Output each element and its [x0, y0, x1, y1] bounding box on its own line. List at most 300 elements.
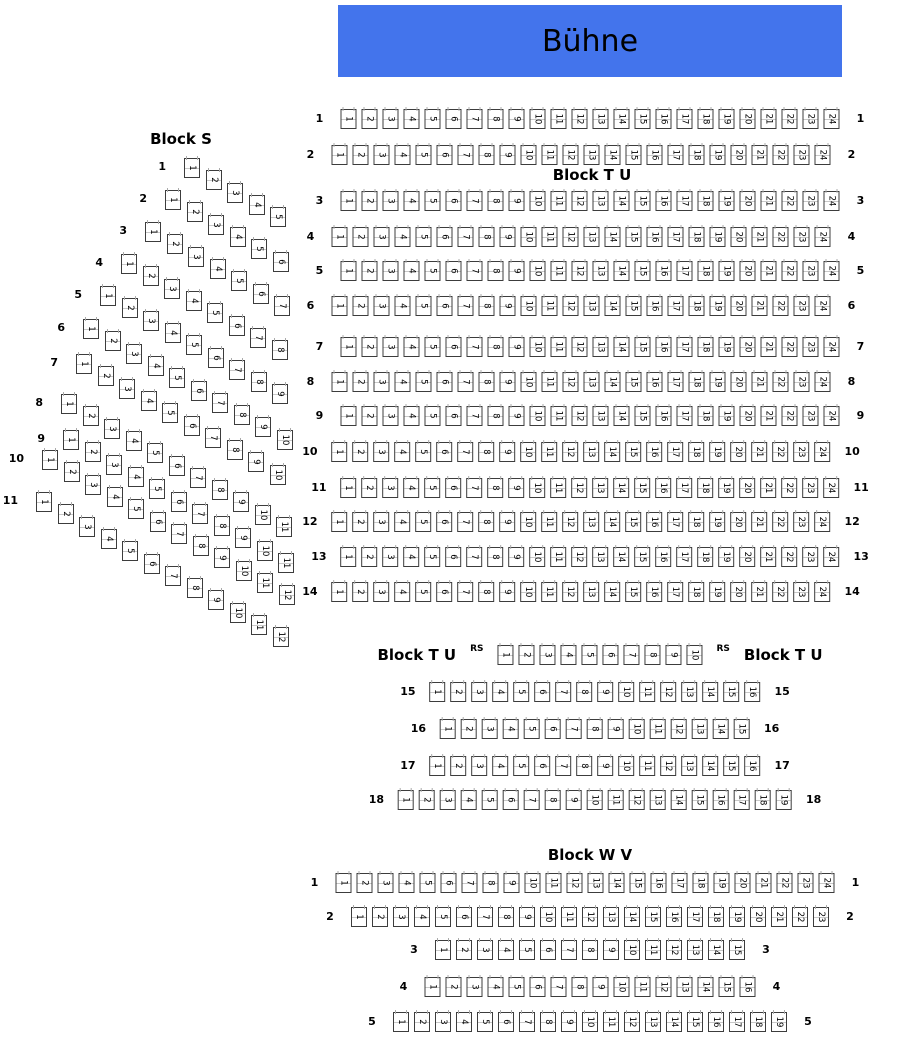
seat[interactable]: [227, 183, 243, 203]
seat[interactable]: [626, 145, 642, 165]
seat[interactable]: [745, 756, 761, 776]
seat[interactable]: [273, 252, 289, 272]
seat[interactable]: [493, 682, 509, 702]
seat[interactable]: [230, 227, 246, 247]
seat[interactable]: [479, 512, 495, 532]
seat[interactable]: [187, 578, 203, 598]
seat[interactable]: [677, 109, 693, 129]
seat[interactable]: [803, 191, 819, 211]
seat[interactable]: [782, 478, 798, 498]
seat[interactable]: [710, 145, 726, 165]
seat[interactable]: [530, 261, 546, 281]
seat[interactable]: [647, 372, 663, 392]
seat[interactable]: [509, 109, 525, 129]
seat[interactable]: [731, 372, 747, 392]
seat[interactable]: [374, 512, 390, 532]
seat[interactable]: [521, 227, 537, 247]
seat[interactable]: [479, 145, 495, 165]
seat[interactable]: [279, 585, 295, 605]
seat[interactable]: [755, 790, 771, 810]
seat[interactable]: [587, 790, 603, 810]
seat[interactable]: [514, 682, 530, 702]
seat[interactable]: [645, 940, 661, 960]
seat[interactable]: [603, 907, 619, 927]
seat[interactable]: [509, 547, 525, 567]
seat[interactable]: [105, 331, 121, 351]
seat[interactable]: [677, 261, 693, 281]
seat[interactable]: [603, 940, 619, 960]
seat[interactable]: [824, 478, 840, 498]
seat[interactable]: [635, 406, 651, 426]
seat[interactable]: [530, 547, 546, 567]
seat[interactable]: [192, 504, 208, 524]
seat[interactable]: [479, 227, 495, 247]
seat[interactable]: [336, 873, 352, 893]
seat[interactable]: [383, 191, 399, 211]
seat[interactable]: [724, 682, 740, 702]
seat[interactable]: [467, 977, 483, 997]
seat[interactable]: [803, 547, 819, 567]
seat[interactable]: [229, 360, 245, 380]
seat[interactable]: [824, 109, 840, 129]
seat[interactable]: [551, 977, 567, 997]
seat[interactable]: [332, 227, 348, 247]
seat[interactable]: [63, 430, 79, 450]
seat[interactable]: [383, 547, 399, 567]
seat[interactable]: [689, 442, 705, 462]
seat[interactable]: [498, 907, 514, 927]
seat[interactable]: [815, 296, 831, 316]
seat[interactable]: [277, 430, 293, 450]
seat[interactable]: [467, 109, 483, 129]
seat[interactable]: [404, 109, 420, 129]
seat[interactable]: [584, 227, 600, 247]
seat[interactable]: [703, 756, 719, 776]
seat[interactable]: [383, 478, 399, 498]
seat[interactable]: [731, 145, 747, 165]
seat[interactable]: [656, 109, 672, 129]
seat[interactable]: [164, 279, 180, 299]
seat[interactable]: [458, 145, 474, 165]
seat[interactable]: [668, 582, 684, 602]
seat[interactable]: [61, 394, 77, 414]
seat[interactable]: [815, 145, 831, 165]
seat[interactable]: [563, 145, 579, 165]
seat[interactable]: [635, 547, 651, 567]
seat[interactable]: [530, 977, 546, 997]
seat[interactable]: [608, 719, 624, 739]
seat[interactable]: [710, 442, 726, 462]
seat[interactable]: [488, 191, 504, 211]
seat[interactable]: [752, 227, 768, 247]
seat[interactable]: [149, 479, 165, 499]
seat[interactable]: [719, 406, 735, 426]
seat[interactable]: [692, 719, 708, 739]
seat[interactable]: [530, 109, 546, 129]
seat[interactable]: [398, 790, 414, 810]
seat[interactable]: [698, 191, 714, 211]
seat[interactable]: [147, 443, 163, 463]
seat[interactable]: [582, 645, 598, 665]
seat[interactable]: [677, 191, 693, 211]
seat[interactable]: [605, 145, 621, 165]
seat[interactable]: [677, 337, 693, 357]
seat[interactable]: [414, 1012, 430, 1032]
seat[interactable]: [126, 344, 142, 364]
seat[interactable]: [378, 873, 394, 893]
seat[interactable]: [521, 582, 537, 602]
seat[interactable]: [229, 316, 245, 336]
seat[interactable]: [735, 873, 751, 893]
seat[interactable]: [126, 431, 142, 451]
seat[interactable]: [488, 261, 504, 281]
seat[interactable]: [614, 337, 630, 357]
seat[interactable]: [731, 227, 747, 247]
seat[interactable]: [729, 1012, 745, 1032]
seat[interactable]: [374, 145, 390, 165]
seat[interactable]: [257, 573, 273, 593]
seat[interactable]: [425, 261, 441, 281]
seat[interactable]: [593, 191, 609, 211]
seat[interactable]: [332, 512, 348, 532]
seat[interactable]: [395, 145, 411, 165]
seat[interactable]: [794, 582, 810, 602]
seat[interactable]: [773, 442, 789, 462]
seat[interactable]: [530, 406, 546, 426]
seat[interactable]: [656, 337, 672, 357]
seat[interactable]: [191, 381, 207, 401]
seat[interactable]: [740, 191, 756, 211]
seat[interactable]: [546, 873, 562, 893]
seat[interactable]: [593, 547, 609, 567]
seat[interactable]: [773, 145, 789, 165]
seat[interactable]: [332, 372, 348, 392]
seat[interactable]: [451, 682, 467, 702]
seat[interactable]: [416, 442, 432, 462]
seat[interactable]: [624, 1012, 640, 1032]
seat[interactable]: [498, 940, 514, 960]
seat[interactable]: [605, 512, 621, 532]
seat[interactable]: [144, 554, 160, 574]
seat[interactable]: [614, 478, 630, 498]
seat[interactable]: [393, 907, 409, 927]
seat[interactable]: [593, 261, 609, 281]
seat[interactable]: [530, 478, 546, 498]
seat[interactable]: [255, 505, 271, 525]
seat[interactable]: [85, 442, 101, 462]
seat[interactable]: [624, 645, 640, 665]
seat[interactable]: [235, 528, 251, 548]
seat[interactable]: [572, 261, 588, 281]
seat[interactable]: [143, 311, 159, 331]
seat[interactable]: [687, 645, 703, 665]
seat[interactable]: [745, 682, 761, 702]
seat[interactable]: [509, 261, 525, 281]
seat[interactable]: [500, 512, 516, 532]
seat[interactable]: [530, 191, 546, 211]
seat[interactable]: [698, 547, 714, 567]
seat[interactable]: [540, 940, 556, 960]
seat[interactable]: [719, 547, 735, 567]
seat[interactable]: [731, 296, 747, 316]
seat[interactable]: [498, 1012, 514, 1032]
seat[interactable]: [708, 940, 724, 960]
seat[interactable]: [503, 719, 519, 739]
seat[interactable]: [582, 1012, 598, 1032]
seat[interactable]: [572, 109, 588, 129]
seat[interactable]: [824, 337, 840, 357]
seat[interactable]: [563, 512, 579, 532]
seat[interactable]: [351, 907, 367, 927]
seat[interactable]: [782, 191, 798, 211]
seat[interactable]: [479, 582, 495, 602]
seat[interactable]: [561, 907, 577, 927]
seat[interactable]: [677, 977, 693, 997]
seat[interactable]: [731, 512, 747, 532]
seat[interactable]: [437, 442, 453, 462]
seat[interactable]: [230, 603, 246, 623]
seat[interactable]: [661, 682, 677, 702]
seat[interactable]: [584, 145, 600, 165]
seat[interactable]: [472, 756, 488, 776]
seat[interactable]: [521, 145, 537, 165]
seat[interactable]: [651, 873, 667, 893]
seat[interactable]: [472, 682, 488, 702]
seat[interactable]: [446, 547, 462, 567]
seat[interactable]: [535, 682, 551, 702]
seat[interactable]: [614, 547, 630, 567]
seat[interactable]: [420, 873, 436, 893]
seat[interactable]: [773, 296, 789, 316]
seat[interactable]: [456, 907, 472, 927]
seat[interactable]: [614, 109, 630, 129]
seat[interactable]: [270, 207, 286, 227]
seat[interactable]: [227, 440, 243, 460]
seat[interactable]: [593, 109, 609, 129]
seat[interactable]: [248, 452, 264, 472]
seat[interactable]: [635, 478, 651, 498]
seat[interactable]: [584, 442, 600, 462]
seat[interactable]: [666, 940, 682, 960]
seat[interactable]: [824, 547, 840, 567]
seat[interactable]: [437, 582, 453, 602]
seat[interactable]: [193, 536, 209, 556]
seat[interactable]: [500, 442, 516, 462]
seat[interactable]: [332, 296, 348, 316]
seat[interactable]: [619, 756, 635, 776]
seat[interactable]: [593, 977, 609, 997]
seat[interactable]: [671, 719, 687, 739]
seat[interactable]: [446, 337, 462, 357]
seat[interactable]: [773, 582, 789, 602]
seat[interactable]: [500, 582, 516, 602]
seat[interactable]: [761, 191, 777, 211]
seat[interactable]: [395, 582, 411, 602]
seat[interactable]: [577, 756, 593, 776]
seat[interactable]: [750, 907, 766, 927]
seat[interactable]: [563, 442, 579, 462]
seat[interactable]: [647, 296, 663, 316]
seat[interactable]: [776, 790, 792, 810]
seat[interactable]: [493, 756, 509, 776]
seat[interactable]: [404, 547, 420, 567]
seat[interactable]: [794, 512, 810, 532]
seat[interactable]: [647, 582, 663, 602]
seat[interactable]: [430, 756, 446, 776]
seat[interactable]: [551, 406, 567, 426]
seat[interactable]: [824, 191, 840, 211]
seat[interactable]: [362, 337, 378, 357]
seat[interactable]: [353, 512, 369, 532]
seat[interactable]: [341, 406, 357, 426]
seat[interactable]: [556, 682, 572, 702]
seat[interactable]: [458, 372, 474, 392]
seat[interactable]: [740, 337, 756, 357]
seat[interactable]: [584, 512, 600, 532]
seat[interactable]: [572, 406, 588, 426]
seat[interactable]: [647, 442, 663, 462]
seat[interactable]: [419, 790, 435, 810]
seat[interactable]: [782, 406, 798, 426]
seat[interactable]: [614, 406, 630, 426]
seat[interactable]: [566, 790, 582, 810]
seat[interactable]: [234, 405, 250, 425]
seat[interactable]: [467, 547, 483, 567]
seat[interactable]: [698, 406, 714, 426]
seat[interactable]: [165, 323, 181, 343]
seat[interactable]: [666, 907, 682, 927]
seat[interactable]: [626, 512, 642, 532]
seat[interactable]: [509, 478, 525, 498]
seat[interactable]: [458, 296, 474, 316]
seat[interactable]: [713, 719, 729, 739]
seat[interactable]: [107, 487, 123, 507]
seat[interactable]: [101, 529, 117, 549]
seat[interactable]: [425, 547, 441, 567]
seat[interactable]: [635, 977, 651, 997]
seat[interactable]: [171, 492, 187, 512]
seat[interactable]: [710, 512, 726, 532]
seat[interactable]: [603, 1012, 619, 1032]
seat[interactable]: [416, 512, 432, 532]
seat[interactable]: [456, 1012, 472, 1032]
seat[interactable]: [206, 170, 222, 190]
seat[interactable]: [362, 109, 378, 129]
seat[interactable]: [383, 337, 399, 357]
seat[interactable]: [668, 442, 684, 462]
seat[interactable]: [106, 455, 122, 475]
seat[interactable]: [374, 296, 390, 316]
seat[interactable]: [332, 145, 348, 165]
seat[interactable]: [677, 547, 693, 567]
seat[interactable]: [362, 406, 378, 426]
seat[interactable]: [251, 372, 267, 392]
seat[interactable]: [521, 296, 537, 316]
seat[interactable]: [724, 756, 740, 776]
seat[interactable]: [668, 145, 684, 165]
seat[interactable]: [462, 873, 478, 893]
seat[interactable]: [440, 790, 456, 810]
seat[interactable]: [719, 109, 735, 129]
seat[interactable]: [395, 372, 411, 392]
seat[interactable]: [425, 977, 441, 997]
seat[interactable]: [609, 873, 625, 893]
seat[interactable]: [255, 417, 271, 437]
seat[interactable]: [551, 337, 567, 357]
seat[interactable]: [815, 582, 831, 602]
seat[interactable]: [208, 590, 224, 610]
seat[interactable]: [593, 337, 609, 357]
seat[interactable]: [750, 1012, 766, 1032]
seat[interactable]: [614, 191, 630, 211]
seat[interactable]: [461, 790, 477, 810]
seat[interactable]: [798, 873, 814, 893]
seat[interactable]: [122, 298, 138, 318]
seat[interactable]: [656, 406, 672, 426]
seat[interactable]: [332, 582, 348, 602]
seat[interactable]: [761, 261, 777, 281]
seat[interactable]: [374, 372, 390, 392]
seat[interactable]: [467, 191, 483, 211]
seat[interactable]: [582, 907, 598, 927]
seat[interactable]: [458, 582, 474, 602]
seat[interactable]: [563, 372, 579, 392]
seat[interactable]: [383, 109, 399, 129]
seat[interactable]: [677, 478, 693, 498]
seat[interactable]: [416, 582, 432, 602]
seat[interactable]: [353, 372, 369, 392]
seat[interactable]: [437, 145, 453, 165]
seat[interactable]: [752, 582, 768, 602]
seat[interactable]: [399, 873, 415, 893]
seat[interactable]: [561, 1012, 577, 1032]
seat[interactable]: [461, 719, 477, 739]
seat[interactable]: [567, 873, 583, 893]
seat[interactable]: [519, 907, 535, 927]
seat[interactable]: [761, 547, 777, 567]
seat[interactable]: [689, 296, 705, 316]
seat[interactable]: [535, 756, 551, 776]
seat[interactable]: [233, 492, 249, 512]
seat[interactable]: [353, 145, 369, 165]
seat[interactable]: [416, 372, 432, 392]
seat[interactable]: [278, 553, 294, 573]
seat[interactable]: [519, 940, 535, 960]
seat[interactable]: [404, 337, 420, 357]
seat[interactable]: [563, 296, 579, 316]
seat[interactable]: [440, 719, 456, 739]
seat[interactable]: [83, 406, 99, 426]
seat[interactable]: [731, 582, 747, 602]
seat[interactable]: [782, 261, 798, 281]
seat[interactable]: [656, 191, 672, 211]
seat[interactable]: [731, 442, 747, 462]
seat[interactable]: [362, 191, 378, 211]
seat[interactable]: [186, 291, 202, 311]
seat[interactable]: [404, 478, 420, 498]
seat[interactable]: [584, 296, 600, 316]
seat[interactable]: [782, 337, 798, 357]
seat[interactable]: [540, 907, 556, 927]
seat[interactable]: [813, 907, 829, 927]
seat[interactable]: [395, 442, 411, 462]
seat[interactable]: [187, 202, 203, 222]
seat[interactable]: [446, 261, 462, 281]
seat[interactable]: [395, 512, 411, 532]
seat[interactable]: [274, 296, 290, 316]
seat[interactable]: [210, 259, 226, 279]
seat[interactable]: [525, 873, 541, 893]
